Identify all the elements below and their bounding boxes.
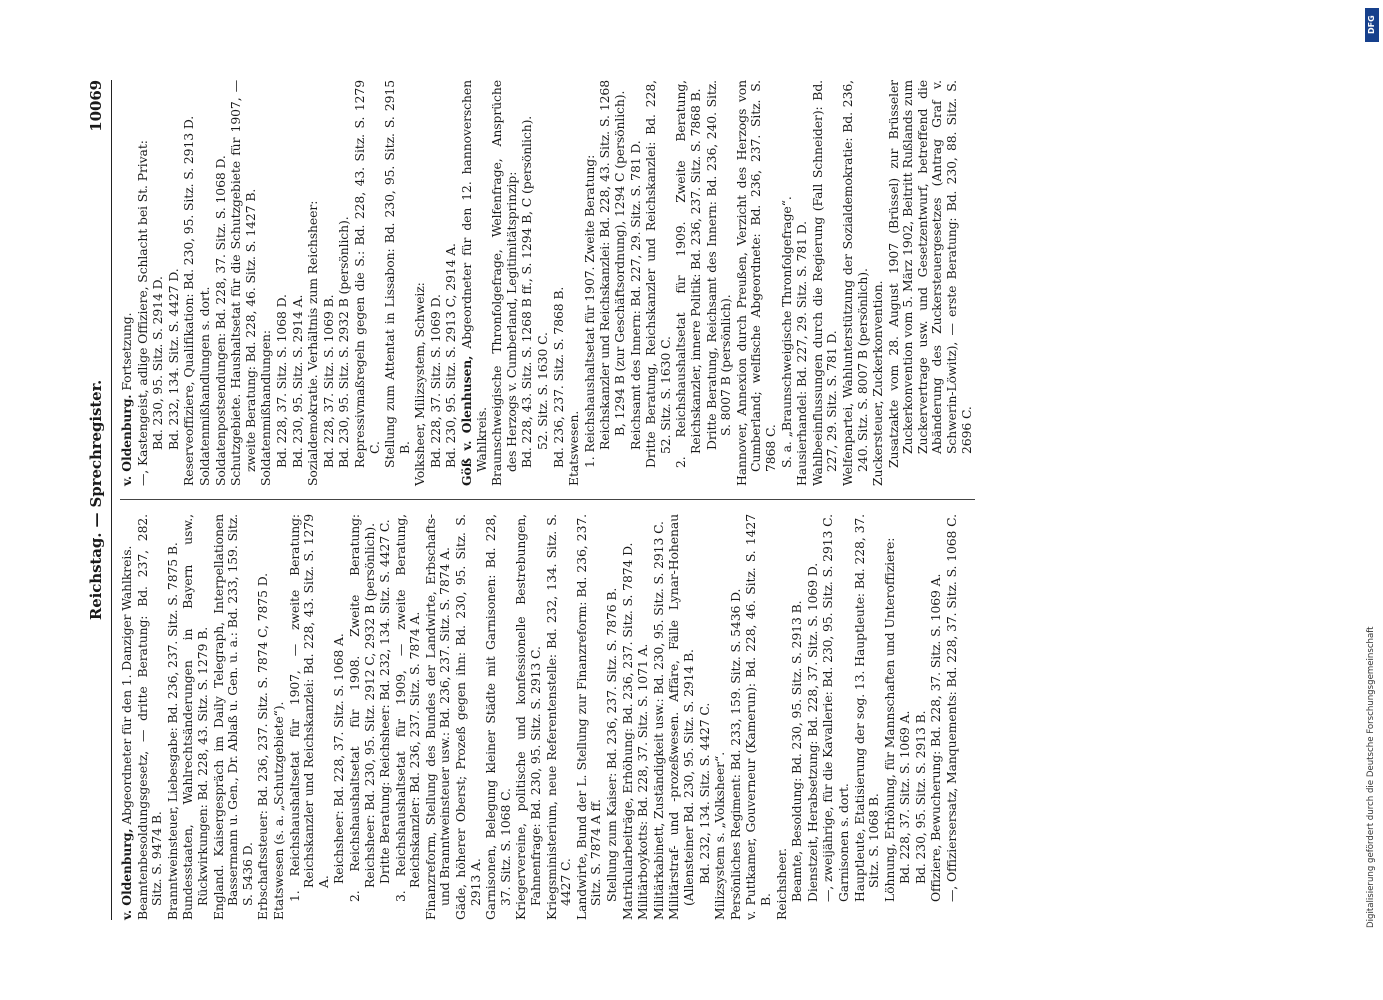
register-entry xyxy=(536,80,551,486)
register-entry xyxy=(644,80,673,486)
entry-text: Etatswesen. xyxy=(566,410,582,486)
entry-text: 2. Reichshaushaltsetat für 1909. Zweite Beratung, Reichskanzler, innere Politik: Bd. 236, 237. Sitz. S. 7868 B. xyxy=(673,80,703,468)
entry-text: Bd. 232, 134. Sitz. S. 4427 D. xyxy=(165,268,181,450)
speaker-name: Göß v. Olenhusen, xyxy=(459,355,475,486)
register-entry xyxy=(780,80,795,486)
entry-text: Bd. 236, 237. Sitz. S. 7868 B. xyxy=(550,286,566,468)
register-entry xyxy=(775,514,790,920)
register-entry xyxy=(674,80,703,486)
running-head xyxy=(83,80,112,920)
register-entry xyxy=(945,514,960,920)
register-entry xyxy=(729,514,744,920)
entry-text: Bd. 230, 95. Sitz. S. 2914 A. xyxy=(289,294,305,468)
entry-text: Reserveoffiziere, Qualifikation: Bd. 230, 95. Sitz. S. 2913 D. xyxy=(181,115,197,486)
entry-text: Volksheer, Milizsystem, Schweiz: xyxy=(412,282,428,486)
entry-text: Abgeordneter für den 12. hannoverschen Wahlkreis. xyxy=(459,79,489,472)
register-entry xyxy=(841,80,870,486)
entry-text: 1. Reichshaushaltsetat für 1907. Zweite Beratung: xyxy=(581,154,597,468)
entry-text: Reichsamt des Innern: Bd. 227, 29. Sitz. S. 781 D. xyxy=(627,140,643,450)
entry-text: Bd. 228, 37. Sitz. S. 1069 D. xyxy=(427,294,443,468)
entry-text: Offiziere, Bewucherung: Bd. 228, 37. Sitz. S. 1069 A. xyxy=(928,573,944,902)
entry-text: Garnisonen, Belegung kleiner Städte mit Garnisonen: Bd. 228, 37. Sitz. S. 1068 C. xyxy=(483,514,513,920)
entry-text: England. Kaisergespräch im Daily Telegraph, Interpellationen Bassermann u. Gen., Dr. Ablaß u. Gen. u. a.: Bd. 233, 159. Sitz. S. 5436 D. xyxy=(210,514,255,920)
register-entry xyxy=(871,80,886,486)
register-entry xyxy=(259,80,274,486)
register-entry xyxy=(484,514,513,920)
register-entry xyxy=(621,514,636,920)
entry-text: 2. Reichshaushaltsetat für 1908. Zweite Beratung: Reichsheer: Bd. 230, 95. Sitz. 2912 C, 2932 B (persönlich). xyxy=(346,514,377,902)
entry-text: Reichsheer. xyxy=(773,848,789,920)
register-entry xyxy=(914,514,929,920)
column-divider xyxy=(120,499,975,500)
entry-text: Fortsetzung. xyxy=(119,312,134,395)
register-entry xyxy=(394,514,423,920)
entry-text: Dritte Beratung, Reichskanzler und Reichskanzlei: Bd. 228, 52. Sitz. S. 1630 C. xyxy=(643,80,673,468)
entry-text: Abgeordneter für den 1. Danziger Wahlkreis. xyxy=(119,545,134,829)
entry-text: Bd. 230, 95. Sitz. S. 2913 C, 2914 A. xyxy=(443,243,459,468)
entry-text: Welfenpartei, Wahlunterstützung der Sozialdemokratie: Bd. 236, 240. Sitz. S. 8007 B (persönlich). xyxy=(839,80,870,486)
entry-text: Bd. 228, 43. Sitz. S. 1268 B ff., S. 1294 B, C (persönlich). xyxy=(519,115,535,468)
page-number: 10069 xyxy=(87,80,105,132)
entry-text: —, zweijährige, für die Kavallerie: Bd. 230, 95. Sitz. S. 2913 C. xyxy=(820,514,836,902)
entry-text: Hannover, Annexion durch Preußen, Verzicht des Herzogs von Cumberland; welfische Abgeordnete: Bd. 236, 237. Sitz. S. 7868 C. xyxy=(733,80,778,486)
register-entry xyxy=(181,514,210,920)
entry-text: Garnisonen s. dort. xyxy=(835,783,851,902)
digitization-note: Digitalisierung gefördert durch die Deutsche Forschungsgemeinschaft xyxy=(1366,626,1376,928)
register-entry xyxy=(735,80,779,486)
register-entry xyxy=(272,514,287,920)
entry-text: S. a. „Braunschweigische Thronfolgefrage“. xyxy=(778,196,794,468)
entry-text: Beamtenbesoldungsgesetz, — dritte Beratung: Bd. 237, 282. Sitz. S. 9474 B. xyxy=(134,514,165,920)
register-entry xyxy=(413,80,428,486)
entry-text: 52. Sitz. S. 1630 C. xyxy=(535,332,551,450)
entry-text: Soldatenmißhandlungen: xyxy=(258,330,274,486)
entry-text: Milizsystem s. „Volksheer“. xyxy=(712,751,728,920)
register-entry xyxy=(598,80,627,486)
register-entry xyxy=(583,80,598,486)
register-entry xyxy=(713,514,728,920)
register-entry xyxy=(151,80,166,486)
register-entry xyxy=(575,514,604,920)
entry-text: Dritte Beratung: Reichsheer: Bd. 232, 134. Sitz. S. 4427 C. xyxy=(377,519,393,884)
entry-text: Etatswesen (s. a. „Schutzgebiete“). xyxy=(270,701,286,920)
register-entry xyxy=(429,80,444,486)
register-entry xyxy=(383,80,412,486)
left-column xyxy=(120,500,975,920)
entry-text: Bd. 230, 95. Sitz. S. 2913 B. xyxy=(912,710,928,884)
entry-text: Sozialdemokratie. Verhältnis zum Reichsheer: xyxy=(305,200,321,486)
register-entry xyxy=(198,80,213,486)
register-entry xyxy=(744,514,773,920)
register-entry xyxy=(353,80,382,486)
register-entry xyxy=(136,514,165,920)
speaker-name: v. Oldenburg, xyxy=(119,828,134,920)
register-entry xyxy=(806,514,821,920)
entry-text: Bd. 230, 95. Sitz. S. 2914 D. xyxy=(150,276,166,450)
entry-text: Landwirte, Bund der L. Stellung zur Finanzreform: Bd. 236, 237. Sitz. S. 7874 A ff. xyxy=(573,514,604,920)
entry-text: Beamte, Besoldung: Bd. 230, 95. Sitz. S. 2913 B. xyxy=(789,600,805,902)
entry-text: Zusatzakte vom 28. August 1907 (Brüssel) zur Brüsseler Zuckerkonvention vom 5. März 1902, Beitritt Rußlands zum Zuckervertrage usw. und Gesetzentwurf, betreffend die Abänderung des Zuckersteuergesetzes (Antrag Graf v. Schwerin-Löwitz), — erste Beratung: Bd. 230, 88. Sitz. S. 2696 C. xyxy=(885,80,974,468)
entry-text: —, Offiziersersatz, Manquements: Bd. 228, 37. Sitz. S. 1068 C. xyxy=(944,514,960,902)
entry-text: Wahlbeeinflussungen durch die Regierung (Fall Schneider): Bd. 227, 29. Sitz. S. 781 D. xyxy=(809,80,840,486)
register-entry xyxy=(545,514,574,920)
register-entry xyxy=(322,80,337,486)
register-entry xyxy=(652,514,667,920)
register-entry xyxy=(120,80,135,486)
entry-text: 3. Reichshaushaltsetat für 1909, — zweite Beratung, Reichskanzler: Bd. 236, 237. Sitz. S. 7874 A. xyxy=(392,514,423,902)
register-entry xyxy=(887,80,975,486)
entry-text: —, Kastengeist, adlige Offiziere, Schlacht bei St. Privat: xyxy=(134,140,150,486)
entry-text: Finanzreform, Stellung des Bundes der Landwirte, Erbschafts- und Branntweinsteuer usw.: Bd. 236, 237. Sitz. S. 7874 A. xyxy=(422,514,453,920)
register-entry xyxy=(120,514,135,920)
entry-text: Hausierhandel: Bd. 227, 29. Sitz. S. 781 D. xyxy=(794,220,810,486)
register-entry xyxy=(629,80,644,486)
register-entry xyxy=(898,514,913,920)
speaker-name: v. Oldenburg. xyxy=(119,394,134,486)
entry-text: Gäde, höherer Oberst; Prozeß gegen ihn: Bd. 230, 95. Sitz. S. 2913 A. xyxy=(453,514,483,920)
entry-text: Erbschaftssteuer: Bd. 236, 237. Sitz. S. 7874 C, 7875 D. xyxy=(255,573,271,920)
entry-text: Militärstraf- und -prozeßwesen. Affäre, Fälle Lynar-Hohenau (Allensteiner Bd. 230, 95. Sitz. S. 2914 B. xyxy=(666,514,696,920)
entry-text: Dienstzeit, Herabsetzung: Bd. 228, 37. Sitz. S. 1069 D. xyxy=(804,562,820,902)
right-column xyxy=(120,80,975,500)
entry-text: Kriegsministerium, neue Referentenstelle: Bd. 232, 134. Sitz. S. 4427 C. xyxy=(543,514,574,920)
register-entry xyxy=(929,514,944,920)
register-entry xyxy=(444,80,459,486)
entry-text: Kriegervereine, politische und konfessionelle Bestrebungen, Fahnenfrage: Bd. 230, 95. Sitz. S. 2913 C. xyxy=(513,514,544,920)
register-page xyxy=(61,50,1311,950)
register-entry xyxy=(705,80,734,486)
entry-text: Bd. 230, 95. Sitz. S. 2932 B (persönlich). xyxy=(336,216,352,468)
entry-text: Löhnung, Erhöhung, für Mannschaften und Unteroffiziere: xyxy=(881,537,897,902)
entry-text: Repressivmaßregeln gegen die S.: Bd. 228, 43. Sitz. S. 1279 C. xyxy=(351,80,382,468)
entry-text: Militärkabinett, Zuständigkeit usw.: Bd. 230, 95. Sitz. S. 2913 C. xyxy=(650,521,666,920)
register-entry xyxy=(291,80,306,486)
register-entry xyxy=(275,80,290,486)
entry-text: Hauptleute, Etatisierung der sog. 13. Hauptleute: Bd. 228, 37. Sitz. S. 1068 B. xyxy=(851,514,882,902)
register-entry xyxy=(337,80,352,486)
register-entry xyxy=(136,80,151,486)
register-entry xyxy=(667,514,696,920)
register-entry xyxy=(167,80,182,486)
register-entry xyxy=(567,80,582,486)
register-entry xyxy=(378,514,393,920)
register-entry xyxy=(332,514,347,920)
entry-text: Militärboykotts: Bd. 228, 37. Sitz. S. 1071 A. xyxy=(635,643,651,920)
entry-text: Reichskanzler und Reichskanzlei: Bd. 228, 43. Sitz. S. 1268 B, 1294 B (zur Geschäftsordnung), 1294 C (persönlich). xyxy=(597,80,627,450)
entry-text: Matrikularbeiträge, Erhöhung: Bd. 236, 237. Sitz. S. 7874 D. xyxy=(619,542,635,920)
register-entry xyxy=(636,514,651,920)
register-entry xyxy=(795,80,810,486)
register-entry xyxy=(214,80,229,486)
entry-text: Persönliches Regiment: Bd. 233, 159. Sitz. S. 5436 D. xyxy=(727,588,743,920)
register-entry xyxy=(229,80,258,486)
register-entry xyxy=(182,80,197,486)
register-columns xyxy=(120,80,975,920)
register-entry xyxy=(552,80,567,486)
entry-text: Dritte Beratung, Reichsamt des Innern: Bd. 236, 240. Sitz. S. 8007 B (persönlich). xyxy=(703,80,734,450)
register-entry xyxy=(811,80,840,486)
entry-text: Stellung zum Attentat in Lissabon: Bd. 230, 95. Sitz. S. 2915 B. xyxy=(382,80,412,468)
entry-text: Bundesstaaten, Wahlrechtsänderungen in Bayern usw., Rückwirkungen: Bd. 228, 43. Sitz. S. 1279 B. xyxy=(180,514,210,920)
entry-text: Schutzgebiete. Haushaltsetat für die Schutzgebiete für 1907, — zweite Beratung: Bd. 228, 46. Sitz. S. 1427 B. xyxy=(228,80,258,486)
entry-text: Soldatenpostsendungen: Bd. 228, 37. Sitz. S. 1068 D. xyxy=(212,155,228,486)
register-entry xyxy=(212,514,256,920)
register-entry xyxy=(837,514,852,920)
register-entry xyxy=(514,514,543,920)
register-entry xyxy=(853,514,882,920)
register-entry xyxy=(424,514,453,920)
entry-text: Soldatenmißhandlungen s. dort. xyxy=(196,286,212,486)
entry-text: Bd. 232, 134. Sitz. S. 4427 C. xyxy=(696,702,712,884)
register-entry xyxy=(605,514,620,920)
entry-text: Bd. 228, 37. Sitz. S. 1068 D. xyxy=(273,294,289,468)
entry-text: 1. Reichshaushaltsetat für 1907, — zweite Beratung: Reichskanzler und Reichskanzlei: Bd. 228, 43. Sitz. S. 1279 A. xyxy=(286,514,331,902)
register-entry xyxy=(698,514,713,920)
entry-text: Stellung zum Kaiser: Bd. 236, 237. Sitz. S. 7876 B. xyxy=(604,587,619,902)
register-entry xyxy=(454,514,483,920)
register-entry xyxy=(306,80,321,486)
register-entry xyxy=(883,514,898,920)
register-entry xyxy=(821,514,836,920)
register-entry xyxy=(288,514,332,920)
entry-text: v. Puttkamer, Gouverneur (Kamerun): Bd. 228, 46. Sitz. S. 1427 B. xyxy=(743,514,773,920)
register-entry xyxy=(166,514,181,920)
register-entry xyxy=(520,80,535,486)
page-title: Reichstag. — Sprechregister. xyxy=(87,379,105,621)
entry-text: Braunschweigische Thronfolgefrage, Welfenfrage, Ansprüche des Herzogs v. Cumberland, Legitimitätsprinzip: xyxy=(489,80,519,486)
entry-text: Bd. 228, 37. Sitz. S. 1069 A. xyxy=(897,710,913,884)
register-entry xyxy=(790,514,805,920)
register-entry xyxy=(256,514,271,920)
entry-text: Branntweinsteuer, Liebesgabe: Bd. 236, 237. Sitz. S. 7875 B. xyxy=(164,542,180,920)
dfg-logo: DFG xyxy=(1365,8,1379,42)
entry-text: Bd. 228, 37. Sitz. S. 1069 B. xyxy=(320,294,336,468)
register-entry xyxy=(490,80,519,486)
register-entry xyxy=(460,80,489,486)
register-entry xyxy=(348,514,377,920)
entry-text: Reichsheer: Bd. 228, 37. Sitz. S. 1068 A. xyxy=(331,633,347,884)
entry-text: Zuckersteuer, Zuckerkonvention. xyxy=(870,280,886,486)
